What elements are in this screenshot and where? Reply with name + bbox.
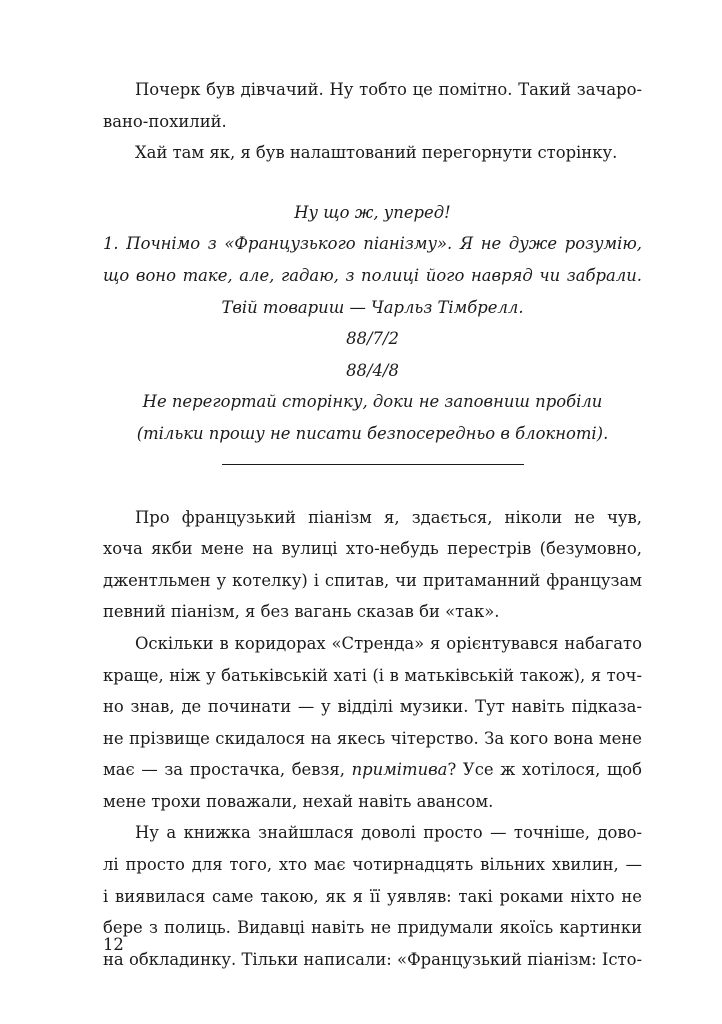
note-line: що воно таке, але, гадаю, з полиці його навряд чи забрали. (103, 265, 642, 285)
paragraph (103, 502, 642, 534)
note-line: Ну що ж, уперед! (294, 202, 451, 222)
text-segment: має — за простачка, бевзя, (103, 760, 352, 780)
text-line: Хай там як, я був налаштований перегорнути сторінку. (135, 143, 618, 163)
text-line: Про французький піанізм я, здається, ніколи не чув, (135, 507, 642, 527)
paragraph (103, 74, 642, 106)
paragraph-continuation (103, 849, 642, 881)
page-number: 12 (103, 935, 124, 954)
text-line: і виявилася саме такою, як я її уявляв: такі роками ніхто не (103, 886, 642, 906)
paragraph-continuation (103, 596, 642, 628)
text-line: не прізвище скидалося на якесь чітерство. За кого вона мене (103, 728, 642, 748)
text-line: Ну а книжка знайшлася доволі просто — точніше, дово- (135, 823, 642, 843)
paragraph-continuation (103, 881, 642, 913)
text-line: вано-похилий. (103, 111, 227, 131)
text-line: певний піанізм, я без вагань сказав би «так». (103, 602, 500, 622)
paragraph-continuation (103, 786, 642, 818)
note-line: 88/4/8 (346, 360, 399, 380)
text-line: джентльмен у котелку) і спитав, чи притаманний французам (103, 570, 642, 590)
note-line: (тільки прошу не писати безпосередньо в блокноті). (136, 423, 609, 443)
text-segment: ? Усе ж хотілося, щоб (447, 760, 642, 780)
paragraph (103, 628, 642, 660)
paragraph (103, 137, 642, 169)
paragraph-continuation (103, 533, 642, 565)
text-line: хоча якби мене на вулиці хто-небудь перестрів (безумовно, (103, 539, 642, 559)
note-line: 88/7/2 (346, 329, 399, 349)
paragraph-continuation (103, 565, 642, 597)
text-line: на обкладинку. Тільки написали: «Французький піанізм: Істо- (103, 949, 642, 969)
paragraph-continuation (103, 912, 642, 944)
text-line: Почерк був дівчачий. Ну тобто це помітно. Такий зачаро- (135, 80, 642, 99)
text-line: краще, ніж у батьківській хаті (і в матьківській також), я точ- (103, 665, 642, 685)
paragraph-continuation (103, 754, 642, 786)
note-line: 1. Почнімо з «Французького піанізму». Я не дуже розумію, (103, 234, 642, 254)
text-line: но знав, де починати — у відділі музики. Тут навіть підказа- (103, 697, 642, 717)
text-line (103, 760, 642, 779)
paragraph-continuation (103, 944, 642, 976)
section-gap (103, 465, 642, 502)
paragraph-continuation (103, 691, 642, 723)
page-body (103, 74, 642, 975)
text-line: мене трохи поважали, нехай навіть авансом. (103, 791, 494, 811)
paragraph (103, 817, 642, 849)
paragraph-continuation (103, 660, 642, 692)
paragraph-continuation (103, 723, 642, 755)
text-line: лі просто для того, хто має чотирнадцять вільних хвилин, — (103, 855, 642, 875)
handwritten-note-quote (103, 197, 642, 450)
note-line: Не перегортай сторінку, доки не заповниш пробіли (142, 392, 603, 412)
text-line: бере з полиць. Видавці навіть не придумали якоїсь картинки (103, 918, 642, 938)
paragraph-continuation (103, 106, 642, 138)
note-line: Твій товариш — Чарльз Тімбрелл. (221, 297, 524, 317)
emphasis: примітива (351, 760, 448, 780)
text-line: Оскільки в коридорах «Стренда» я орієнтувався набагато (135, 633, 642, 653)
